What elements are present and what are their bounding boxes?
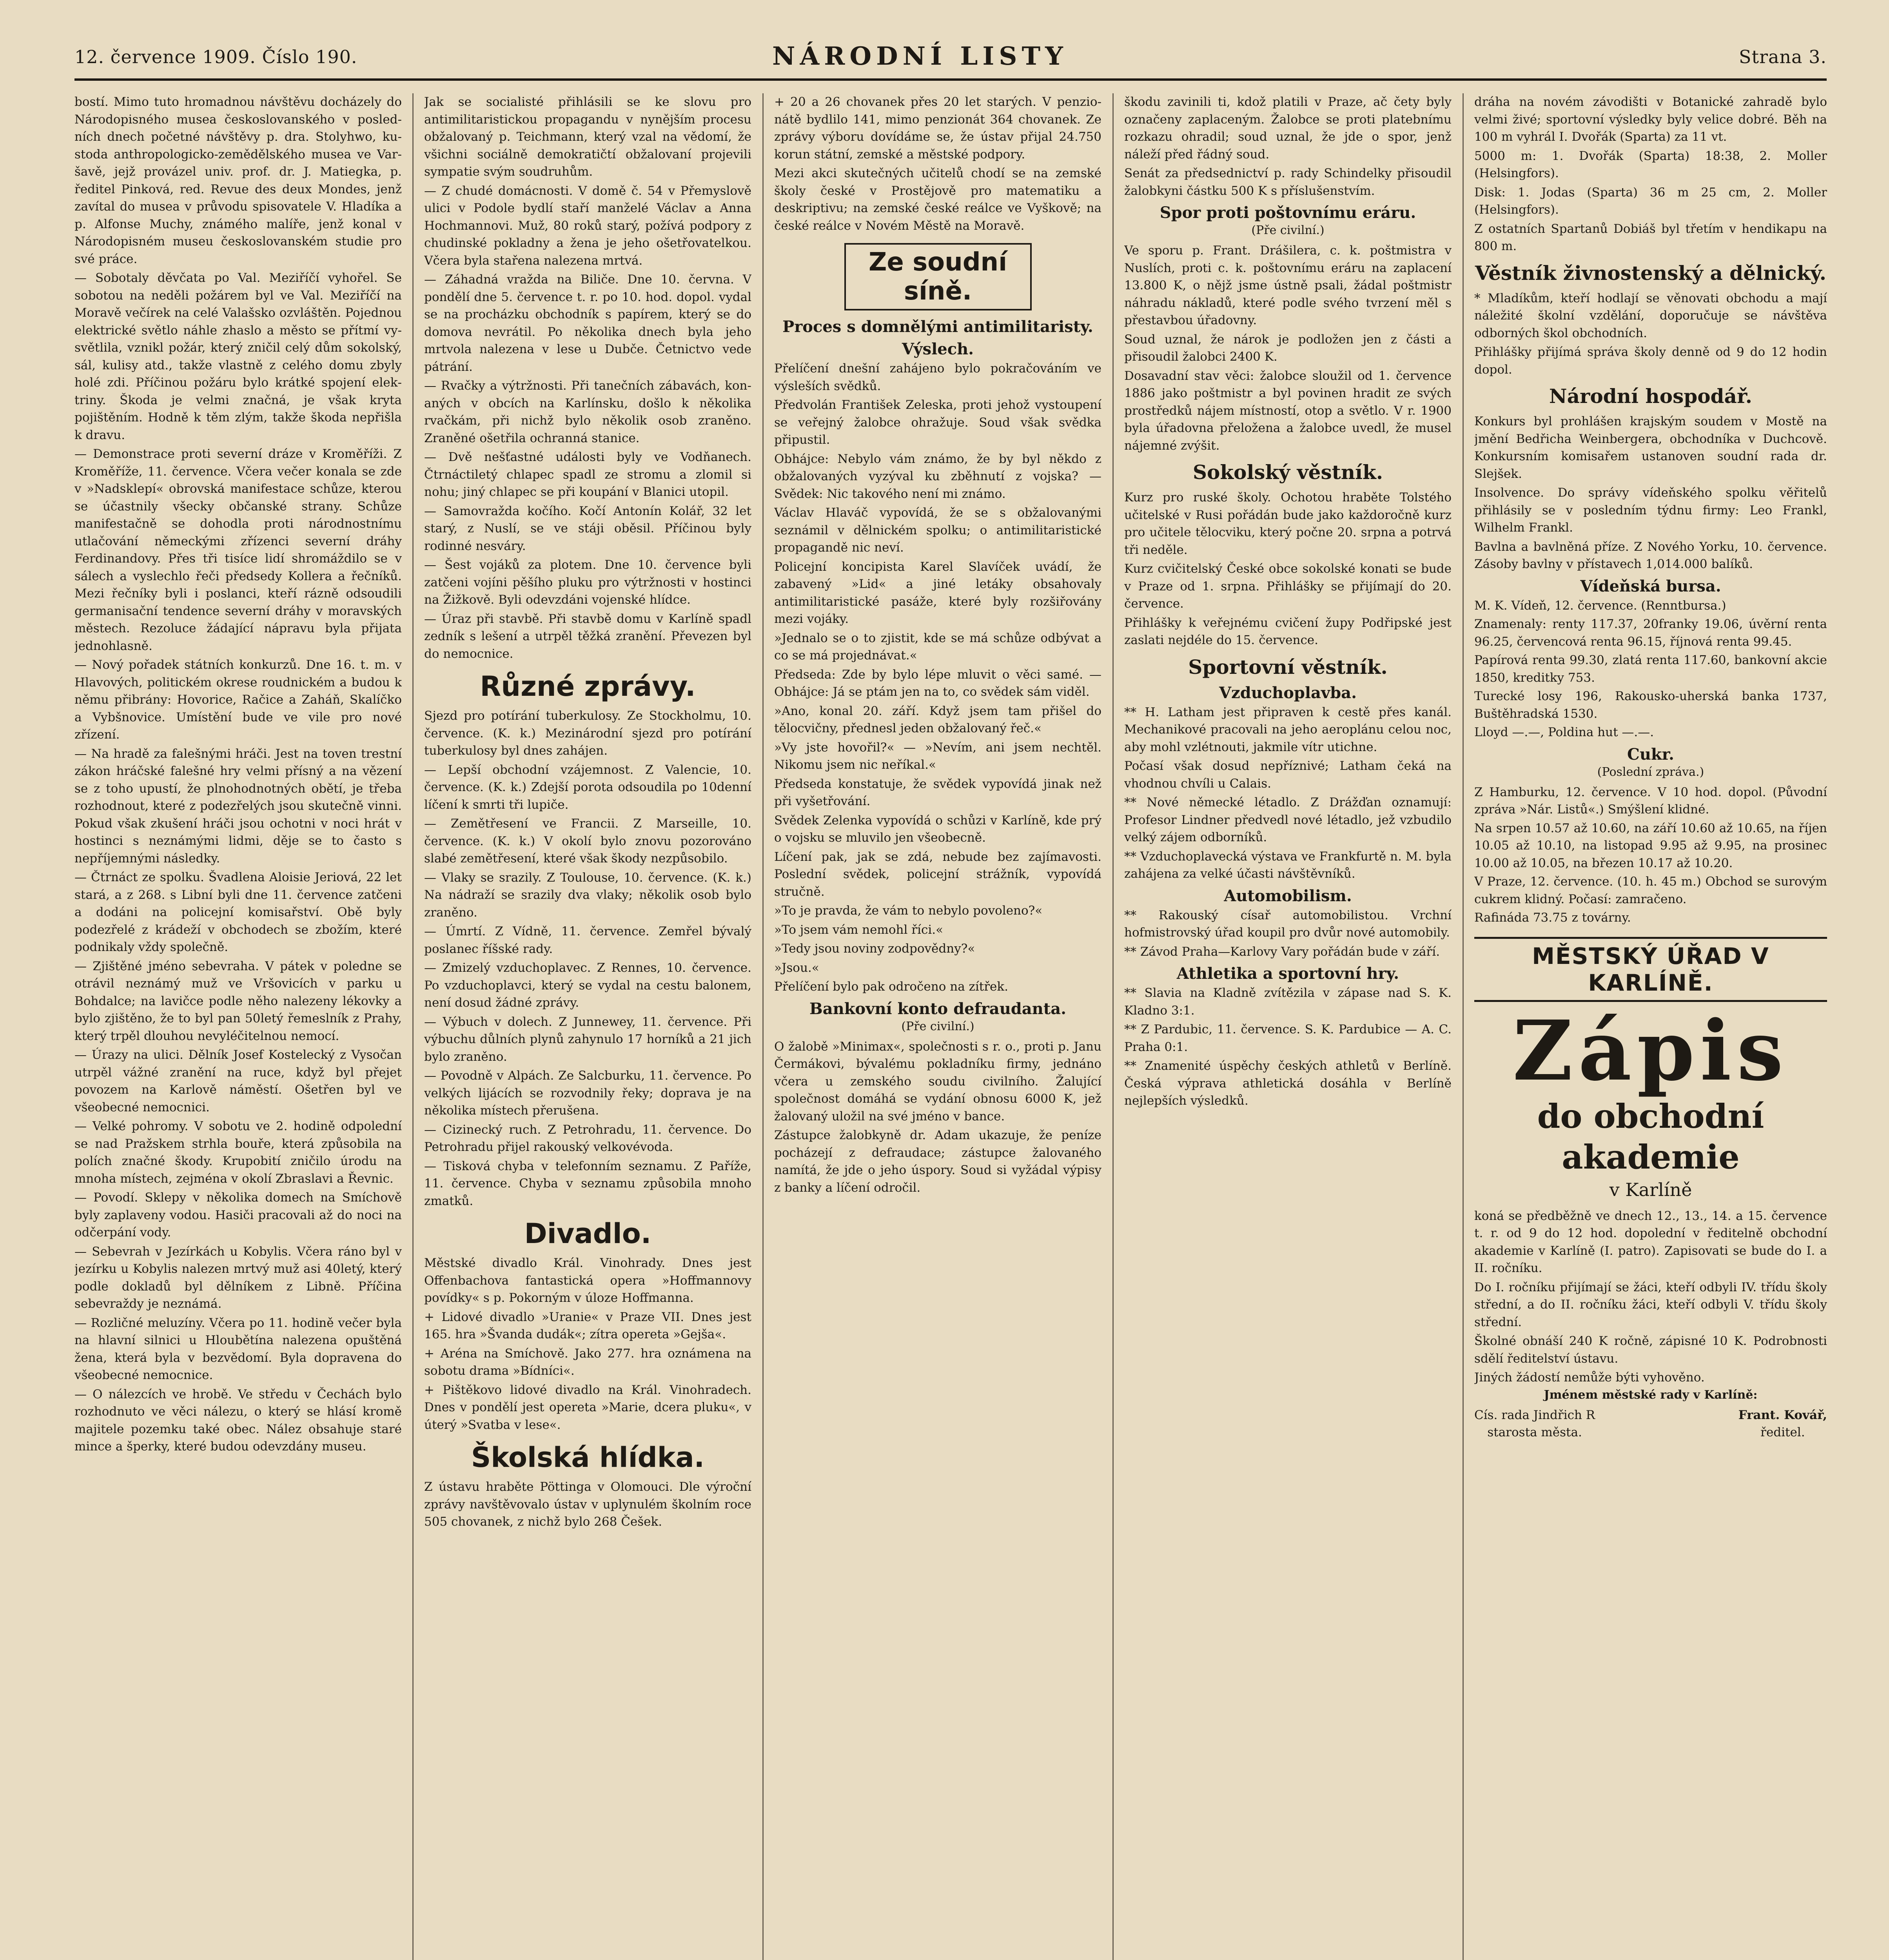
signature-right [1738,1406,1827,1441]
article-paragraph: Konkurs byl prohlášen krajským soudem v Mostě na jmění Bedřicha Weinbergera, obchodníka v Duchcově. Konkursním komisařem ustanoven soudní rada dr. Slejšek. [1474,414,1827,481]
theatre-item: + Pištěkovo lidové divadlo na Král. Vinohradech. Dnes v pondělí jest opereta »Marie, dcera pluku«, v úterý »Svatba v lese«. [424,1383,751,1432]
news-item: — Zemětřesení ve Francii. Z Marseille, 10. července. (K. k.) V okolí bylo znovu pozorováno slabé zemětřesení, které však škody nezpůsobilo. [424,817,751,866]
article-paragraph: — Rvačky a výtržnosti. Při tanečních zábavách, konaných v obcích na Karlínsku, došlo k několika rvačkám, při nichž bylo několik osob zraněno. Zraněné ošetřila ochranná stanice. [424,379,751,445]
article-paragraph: — Nový pořadek státních konkurzů. Dne 16. t. m. v Hlavových, politickém okrese roudnickém a budou k němu přibrány: Hovorice, Račice a Zaháň, Skalíčko a Vybšnovice. Umístění bude ve vile pro nové zřízení. [74,658,402,742]
theatre-item: Městské divadlo Král. Vinohrady. Dnes jest Offenbachova fantastická opera »Hoffmannovy povídky« s p. Pokorným v úloze Hoffmanna. [424,1256,751,1305]
article-paragraph: — Sebevrah v Jezírkách u Kobylis. Včera ráno byl v jezírku u Kobylis nalezen mrtvý muž asi 40letý, který podle dokladů byl dělníkem z Libně. Příčina sebevraždy je neznámá. [74,1244,402,1311]
signature-title: Jménem městské rady v Karlíně: [1544,1388,1758,1402]
article-paragraph: ** Z Pardubic, 11. července. S. K. Pardubice — A. C. Praha 0:1. [1124,1022,1452,1054]
signature-role: starosta města. [1487,1425,1582,1439]
signature-name: Frant. Kovář, [1738,1408,1827,1422]
article-paragraph: dráha na novém závodišti v Botanické zahradě bylo velmi živé; sportovní výsledky byly velice dobré. Běh na 100 m vyhrál I. Dvořák (Sparta) za 11 vt. [1474,95,1827,144]
article-paragraph: Z ostatních Spartanů Dobiáš byl třetím v hendikapu na 800 m. [1474,221,1827,253]
article-note: (Poslední zpráva.) [1597,765,1704,779]
article-paragraph: — Čtrnáct ze spolku. Švadlena Aloisie Jeriová, 22 let stará, a z 268. s Libní byli dne 11. července zatčeni a dodáni na policejní komisařství. Obě byly podezřelé z krádeží v obchodech se zbožím, které podnikaly vždy společně. [74,870,402,954]
section-heading-skolska-hlidka: Školská hlídka. [471,1441,705,1474]
market-line: Z Hamburku, 12. července. V 10 hod. dopol. (Původní zpráva »Nár. Listů«.) Smýšlení klidné. [1474,785,1827,817]
article-paragraph: ** Slavia na Kladně zvítězila v zápase nad S. K. Kladno 3:1. [1124,986,1452,1018]
market-line: Znamenaly: renty 117.37, 20franky 19.06, úvěrní renta 96.25, červencová renta 96.15, říjnová renta 99.45. [1474,617,1827,649]
article-paragraph: — Rozličné meluzíny. Včera po 11. hodině večer byla na hlavní silnici u Hloubětína nalezena opuštěná žena, která byla v bezvědomí. Byla dopravena do všeobecné nemocnice. [74,1316,402,1382]
section-heading-narodni-hospodar: Národní hospodář. [1549,385,1753,408]
column-5 [1474,93,1827,1960]
news-item: — Zmizelý vzduchoplavec. Z Rennes, 10. července. Po vzduchoplavci, který se vydal na cestu balonem, není dosud žádné zprávy. [424,961,751,1010]
article-paragraph: — Velké pohromy. V sobotu ve 2. hodině odpolední se nad Pražskem strhla bouře, která způsobila na polích značné škody. Krupobití zničilo úrodu na mnoha místech, zejména v okolí Zbraslavi a Řevnic. [74,1119,402,1186]
signature-row [1474,1406,1827,1441]
article-paragraph: Předseda: Zde by bylo lépe mluvit o věci samé. — Obhájce: Já se ptám jen na to, co svědek sám viděl. [774,667,1101,699]
news-item: Sjezd pro potírání tuberkulosy. Ze Stockholmu, 10. července. (K. k.) Mezinárodní sjezd pro potírání tuberkulosy byl dnes zahájen. [424,709,751,758]
article-paragraph: Bavlna a bavlněná příze. Z Nového Yorku, 10. července. Zásoby bavlny v přístavech 1,014.000 balíků. [1474,539,1827,571]
article-paragraph: ** Nové německé létadlo. Z Drážďan oznamují: Profesor Lindner předvedl nové létadlo, jež vzbudilo velký zájem odborníků. [1124,795,1452,844]
zapis-place: v Karlíně [1609,1179,1692,1200]
article-paragraph: Václav Hlaváč vypovídá, že se s obžalovanými seznámil v dělnickém spolku; o antimilitaristické propagandě nic neví. [774,506,1101,555]
article-paragraph: Kurz cvičitelský České obce sokolské konati se bude v Praze od 1. srpna. Přihlášky se přijímají do 20. července. [1124,562,1452,611]
article-paragraph: Přelíčení bylo pak odročeno na zítřek. [774,980,1009,994]
column-4 [1124,93,1452,1960]
article-paragraph: Jak se socialisté přihlásili se ke slovu pro antimilitaristickou propagandu v nynějším procesu obžalovaný p. Teichmann, který vzal na vědomí, že všichni sociálně demokratičtí obžalovaní projevili sympatie svým soudruhům. [424,95,751,179]
column-divider [1463,93,1464,1960]
news-item: — Tisková chyba v telefonním seznamu. Z Paříže, 11. července. Chyba v seznamu způsobila mnoho zmatků. [424,1159,751,1208]
article-paragraph: — Povodí. Sklepy v několika domech na Smíchově byly zaplaveny vodou. Hasiči pracovali až do noci na odčerpání vody. [74,1191,402,1240]
article-paragraph: »Jednalo se o to zjistit, kde se má schůze odbývat a co se má projednávat.« [774,631,1101,662]
zapis-heading: Zápis [1512,1002,1789,1099]
column-1 [74,93,402,1960]
article-paragraph: Svědek Zelenka vypovídá o schůzi v Karlíně, kde prý o vojsku se mluvilo jen všeobecně. [774,813,1101,845]
column-divider [412,93,414,1960]
article-paragraph: ** Rakouský císař automobilistou. Vrchní hofmistrovský úřad koupil pro dvůr nové automobily. [1124,908,1452,940]
school-item: Z ústavu hraběte Pöttinga v Olomouci. Dle výroční zprávy navštěvovalo ústav v uplynulém školním roce 505 chovanek, z nichž bylo 268 Češek. [424,1480,751,1529]
section-heading-sportovni-vestnik: Sportovní věstník. [1188,655,1388,679]
article-paragraph: »To jsem vám nemohl říci.« [774,922,944,937]
notice-paragraph: koná se předběžně ve dnech 12., 13., 14. a 15. července t. r. od 9 do 12 hod. dopolední v ředitelně obchodní akademie v Karlíně (I. patro). Zapisovati se bude do I. a II. ročníku. [1474,1209,1827,1275]
article-paragraph: ** H. Latham jest připraven k cestě přes kanál. Mechanikové pracovali na jeho aeroplánu celou noc, aby mohl vzlétnouti, jakmile vítr utichne. [1124,705,1452,754]
market-line: Papírová renta 99.30, zlatá renta 117.60, bankovní akcie 1850, kreditky 753. [1474,653,1827,685]
masthead-rule [74,78,1827,81]
article-paragraph: Počasí však dosud nepříznivé; Latham čeká na vhodnou chvíli u Calais. [1124,759,1452,791]
article-paragraph: — Sobotaly děvčata po Val. Meziříčí vyhořel. Se sobotou na neděli požárem byl ve Val. Meziříčí na Moravě večírek na celé Valašsko ozvláštěn. Pojednou elektrické světlo náhle zhaslo a město se přítmí vysvětlila, vznikl požár, který zničil celý dům sokolský, sál, kulisy atd., takže vlastně z celého domu zbyly holé zdi. Příčinou požáru bylo krátké spojení elektriny. Škoda je velmi značná, je však kryta pojištěním. Hodně k těm zlým, takže škoda nepřišla k dravu. [74,271,402,442]
subheading-videnska-bursa: Vídeňská bursa. [1580,577,1721,595]
article-paragraph: Zástupce žalobkyně dr. Adam ukazuje, že peníze pocházejí z defraudace; zástupce žalovaného namítá, že jde o jeho úspory. Soud si vyžádal výpisy z banky a líčení odročil. [774,1128,1101,1195]
signature-role: ředitel. [1760,1425,1805,1439]
article-paragraph: Soud uznal, že nárok je podložen jen z části a přisoudil žalobci 2400 K. [1124,332,1452,364]
article-note: (Pře civilní.) [901,1019,974,1033]
section-heading-divadlo: Divadlo. [524,1218,651,1250]
zapis-subheading: do obchodní akademie [1537,1096,1764,1176]
article-paragraph: — Šest vojáků za plotem. Dne 10. července byli zatčeni vojíni pěšího pluku pro výtržnosti v hostinci na Žižkově. Byli odevzdáni vojenské hlídce. [424,558,751,607]
article-heading-bankovni-konto: Bankovní konto defraudanta. [809,999,1067,1018]
issue-date: 12. července 1909. Číslo 190. [74,46,357,67]
column-divider [762,93,764,1960]
article-paragraph: + 20 a 26 chovanek přes 20 let starých. V penzionátě bydlilo 141, mimo penzionát 364 chovanek. Ze zprávy výboru dovídáme se, že ústav přijal 24.750 korun státní, zemské a městské podpory. [774,95,1101,162]
signature-left [1474,1406,1595,1441]
notice-paragraph: Do I. ročníku přijímají se žáci, kteří odbyli IV. třídu školy střední, a do II. ročníku žáci, kteří odbyli V. třídu školy střední. [1474,1280,1827,1329]
article-note: (Pře civilní.) [1251,223,1325,237]
signature-name: Cís. rada Jindřich R [1474,1408,1595,1422]
article-heading-spor: Spor proti poštovnímu eráru. [1160,203,1416,222]
news-item: — Cizinecký ruch. Z Petrohradu, 11. července. Do Petrohradu přijel rakouský velkovévoda. [424,1122,751,1154]
article-paragraph: Insolvence. Do správy vídeňského spolku věřitelů přihlásily se v posledním týdnu firmy: Leo Frankl, Wilhelm Frankl. [1474,486,1827,535]
article-paragraph: »Ano, konal 20. září. Když jsem tam přišel do tělocvičny, přednesl jeden obžalovaný řeč.« [774,704,1101,735]
article-paragraph: Kurz pro ruské školy. Ochotou hraběte Tolstého učitelské v Rusi pořádán bude jako každoročně kurz pro učitele tělocviku, který počne 20. srpna a potrvá tři neděle. [1124,490,1452,557]
article-paragraph: Dosavadní stav věci: žalobce sloužil od 1. července 1886 jako poštmistr a byl povinen hradit ze svých prostředků nájem místností, otop a světlo. V r. 1900 byla úřadovna přeložena a žalobce uvedl, že musel nájemné zvýšit. [1124,368,1452,453]
article-paragraph: — Záhadná vražda na Biliče. Dne 10. června. V pondělí dne 5. července t. r. po 10. hod. dopol. vydal se na procházku obchodník s papírem, který se do domova nevrátil. Po několika dnech byla jeho mrtvola nalezena v lese u Dubče. Četnictvo vede pátrání. [424,272,751,374]
article-paragraph: Přihlášky k veřejnému cvičení župy Podřipské jest zaslati nejdéle do 15. července. [1124,615,1452,647]
article-paragraph: Přelíčení dnešní zahájeno bylo pokračováním ve výsleších svědků. [774,361,1101,393]
theatre-item: + Lidové divadlo »Uranie« v Praze VII. Dnes jest 165. hra »Švanda dudák«; zítra opereta »Gejša«. [424,1310,751,1341]
section-heading-vestnik-zivnostensky: Věstník živnostenský a dělnický. [1475,261,1827,285]
news-item: — Úmrtí. Z Vídně, 11. července. Zemřel bývalý poslanec říšské rady. [424,924,751,956]
news-item: — Vlaky se srazily. Z Toulouse, 10. července. (K. k.) Na nádraží se srazily dva vlaky; několik osob bylo zraněno. [424,870,751,920]
article-paragraph: Disk: 1. Jodas (Sparta) 36 m 25 cm, 2. Moller (Helsingfors). [1474,185,1827,217]
article-paragraph: »Tedy jsou noviny zodpovědny?« [774,942,975,956]
article-paragraph: škodu zavinili ti, kdož platili v Praze, ač čety byly označeny zaplaceným. Žalobce se proti platebnímu rozkazu ohradil; soud uznal, že jde o spor, jenž náleží před řádný soud. [1124,95,1452,162]
article-paragraph: — Demonstrace proti severní dráze v Kroměříži. Z Kroměříže, 11. července. Včera večer konala se zde v »Nadsklepí« obrovská manifestace schůze, kterou se účastnily všecky občanské strany. Schůze manifestačně se dohodla proti národnostnímu utlačování německými zřízenci severní dráhy Ferdinandovy. Přes tři tisíce lidí shromáždilo se v sálech a vyslechlo řeči předsedy Kollera a řečníků. Mezi řečníky byli i poslanci, kteří rázně odsoudili germanisační tendence severní dráhy v moravských městech. Rezoluce žádající nápravu byla přijata jednohlasně. [74,447,402,653]
article-paragraph: Přihlášky přijímá správa školy denně od 9 do 12 hodin dopol. [1474,345,1827,377]
section-heading-ze-soudni-sine: Ze soudní síně. [844,243,1032,310]
news-item: — Povodně v Alpách. Ze Salcburku, 11. července. Po velkých lijácích se rozvodnily řeky; doprava je na několika místech přerušena. [424,1069,751,1118]
article-paragraph: Předvolán František Zeleska, proti jehož vystoupení se veřejný žalobce ohražuje. Soud však svědka připustil. [774,398,1101,447]
notice-paragraph: Jiných žádostí nemůže býti vyhověno. [1474,1370,1705,1385]
article-paragraph: — O nálezcích ve hrobě. Ve středu v Čechách bylo rozhodnuto ve věci nálezu, o který se hlásí kromě majitele pozemku také obec. Nález obsahuje staré mince a šperky, které budou odevzdány museu. [74,1387,402,1454]
article-paragraph: Ve sporu p. Frant. Drášilera, c. k. poštmistra v Nuslích, proti c. k. poštovnímu eráru na zaplacení 13.800 K, o nějž jsme ústně psali, žádal poštmistr náhradu nákladů, které podle svého tvrzení měl s přestavbou úřadovny. [1124,243,1452,327]
section-heading-ruzne-zpravy: Různé zprávy. [480,670,696,702]
article-paragraph: — Samovražda kočího. Kočí Antonín Kolář, 32 let starý, z Nuslí, se ve stáji oběsil. Příčinou byly rodinné nesváry. [424,504,751,553]
subheading-automobilism: Automobilism. [1224,886,1352,905]
article-paragraph: Mezi akci skutečných učitelů chodí se na zemské školy české v Prostějově pro matematiku a deskriptivu; na zemské české reálce ve Vyškově; na české reálce v Novém Městě na Moravě. [774,166,1101,233]
market-line: Turecké losy 196, Rakousko-uherská banka 1737, Buštěhradská 1530. [1474,689,1827,721]
article-paragraph: »Vy jste hovořil?« — »Nevím, ani jsem nechtěl. Nikomu jsem nic neříkal.« [774,740,1101,772]
article-paragraph: O žalobě »Minimax«, společnosti s r. o., proti p. Janu Čermákovi, bývalému pokladníku firmy, jednáno včera u zemského soudu civilního. Žalující společnost domáhá se vydání obnosu 6000 K, jež žalovaný uložil na své jméno v bance. [774,1039,1101,1123]
article-paragraph: — Z chudé domácnosti. V domě č. 54 v Přemyslově ulici v Podole bydlí staří manželé Václav a Anna Hochmannovi. Muž, 80 roků starý, požívá podpory z chudinské pokladny a žena je jeho ošetřovatelkou. Včera byla stařena nalezena mrtvá. [424,183,751,268]
market-line: M. K. Vídeň, 12. července. (Renntbursa.) [1474,598,1726,613]
newspaper-title: NÁRODNÍ LISTY [772,42,1068,71]
masthead [74,38,1827,81]
market-line: V Praze, 12. července. (10. h. 45 m.) Obchod se surovým cukrem klidný. Počasí: zamračeno. [1474,875,1827,906]
municipal-banner: MĚSTSKÝ ÚŘAD V KARLÍNĚ. [1474,937,1827,1002]
theatre-item: + Aréna na Smíchově. Jako 277. hra oznámena na sobotu drama »Bídníci«. [424,1346,751,1378]
article-paragraph: — Úraz při stavbě. Při stavbě domu v Karlíně spadl zedník s lešení a utrpěl těžká zranění. Převezen byl do nemocnice. [424,612,751,661]
article-paragraph: — Dvě nešťastné události byly ve Vodňanech. Čtrnáctiletý chlapec spadl ze stromu a zlomil si nohu; jiný chlapec se při koupání v Blanici utopil. [424,450,751,499]
news-item: — Výbuch v dolech. Z Junnewey, 11. července. Při výbuchu důlních plynů zahynulo 17 horníků a 21 jich bylo zraněno. [424,1014,751,1064]
article-paragraph: Líčení pak, jak se zdá, nebude bez zajímavosti. Poslední svědek, policejní strážník, vypovídá stručně. [774,849,1101,899]
article-paragraph: ** Závod Praha—Karlovy Vary pořádán bude v září. [1124,944,1440,959]
article-paragraph: 5000 m: 1. Dvořák (Sparta) 18:38, 2. Moller (Helsingfors). [1474,149,1827,180]
article-paragraph: »Jsou.« [774,960,819,975]
article-subheading: Výslech. [902,340,974,358]
article-paragraph: Předseda konstatuje, že svědek vypovídá jinak než při vyšetřování. [774,777,1101,808]
column-3 [774,93,1101,1960]
market-line: Rafináda 73.75 z továrny. [1474,911,1631,925]
article-paragraph: — Na hradě za falešnými hráči. Jest na toven trestní zákon hráčské falešné hry velmi přísný a na vězení se z toho upustí, že plnohodnotných obětí, je třeba rozhodnout, které z podezřelých jsou skutečně vinni. Pokud však zkušení hráči jsou ochotni v noci hrát v hostinci s neznámými lidmi, děje se to často s nepříjemnými následky. [74,746,402,866]
subheading-vzduchoplavba: Vzduchoplavba. [1219,683,1357,702]
subheading-athletika: Athletika a sportovní hry. [1176,964,1399,983]
section-heading-sokolsky-vestnik: Sokolský věstník. [1192,461,1383,484]
notice-paragraph: Školné obnáší 240 K ročně, zápisné 10 K. Podrobnosti sdělí ředitelství ústavu. [1474,1334,1827,1366]
page-number: Strana 3. [1739,46,1827,67]
article-paragraph: bostí. Mimo tuto hromadnou návštěvu docházely do Národopisného musea českoslovanského v posledních dnech početné návštěvy p. dra. Stolyhwo, kustoda anthropologicko-zemědělského musea ve Varšavě, jejž provázel univ. prof. dr. J. Matiegka, p. ředitel Pinková, red. Revue des deux Mondes, jenž zavítal do musea v průvodu spisovatele V. Hladíka a p. Alfonse Muchy, známého malíře, jenž konal v Národopisném museu českoslovanském studie pro své práce. [74,95,402,266]
market-line: Lloyd —.—, Poldina hut —.—. [1474,725,1654,739]
column-divider [1112,93,1114,1960]
article-heading: Proces s domnělými antimilitaristy. [782,318,1093,336]
market-line: Na srpen 10.57 až 10.60, na září 10.60 až 10.65, na říjen 10.05 až 10.10, na listopad 9.95 až 9.95, na prosinec 10.00 až 10.05, na březen 10.17 až 10.20. [1474,821,1827,870]
article-paragraph: — Zjištěné jméno sebevraha. V pátek v poledne se otrávil neznámý muž ve Vršovicích v parku u Bohdalce; na lavičce podle něho nalezeny lékovky a bylo zjištěno, že to byl pan 50letý řemeslník z Prahy, který trpěl dlouhou nevyléčitelnou nemocí. [74,959,402,1043]
news-item: — Lepší obchodní vzájemnost. Z Valencie, 10. července. (K. k.) Zdejší porota odsoudila po 10denní líčení k smrti tři lupiče. [424,762,751,812]
article-paragraph: — Úrazy na ulici. Dělník Josef Kostelecký z Vysočan utrpěl vážné zranění na ruce, když byl přejet povozem na Karlově náměstí. Ošetřen byl ve všeobecné nemocnici. [74,1048,402,1114]
article-paragraph: Policejní koncipista Karel Slavíček uvádí, že zabavený »Lid« a jiné letáky obsahovaly antimilitaristické pasáže, které byly rozšiřovány mezi vojáky. [774,559,1101,626]
article-paragraph: Obhájce: Nebylo vám známo, že by byl někdo z obžalovaných vyzýval ku zběhnutí z vojska? — Svědek: Nic takového není mi známo. [774,452,1101,501]
article-paragraph: ** Vzduchoplavecká výstava ve Frankfurtě n. M. byla zahájena za velké účasti návštěvníků. [1124,849,1452,881]
article-paragraph: Senát za předsednictví p. rady Schindelky přisoudil žalobkyni částku 500 K s příslušenstvím. [1124,166,1452,198]
article-paragraph: »To je pravda, že vám to nebylo povoleno?« [774,904,1043,918]
article-paragraph: ** Znamenité úspěchy českých athletů v Berlíně. Česká výprava athletická dosáhla v Berlíně nejlepších výsledků. [1124,1059,1452,1108]
column-2 [424,93,751,1960]
article-paragraph: * Mladíkům, kteří hodlají se věnovati obchodu a mají náležité školní vzdělání, doporučuje se návštěva odborných škol obchodních. [1474,291,1827,340]
subheading-cukr: Cukr. [1627,745,1674,764]
